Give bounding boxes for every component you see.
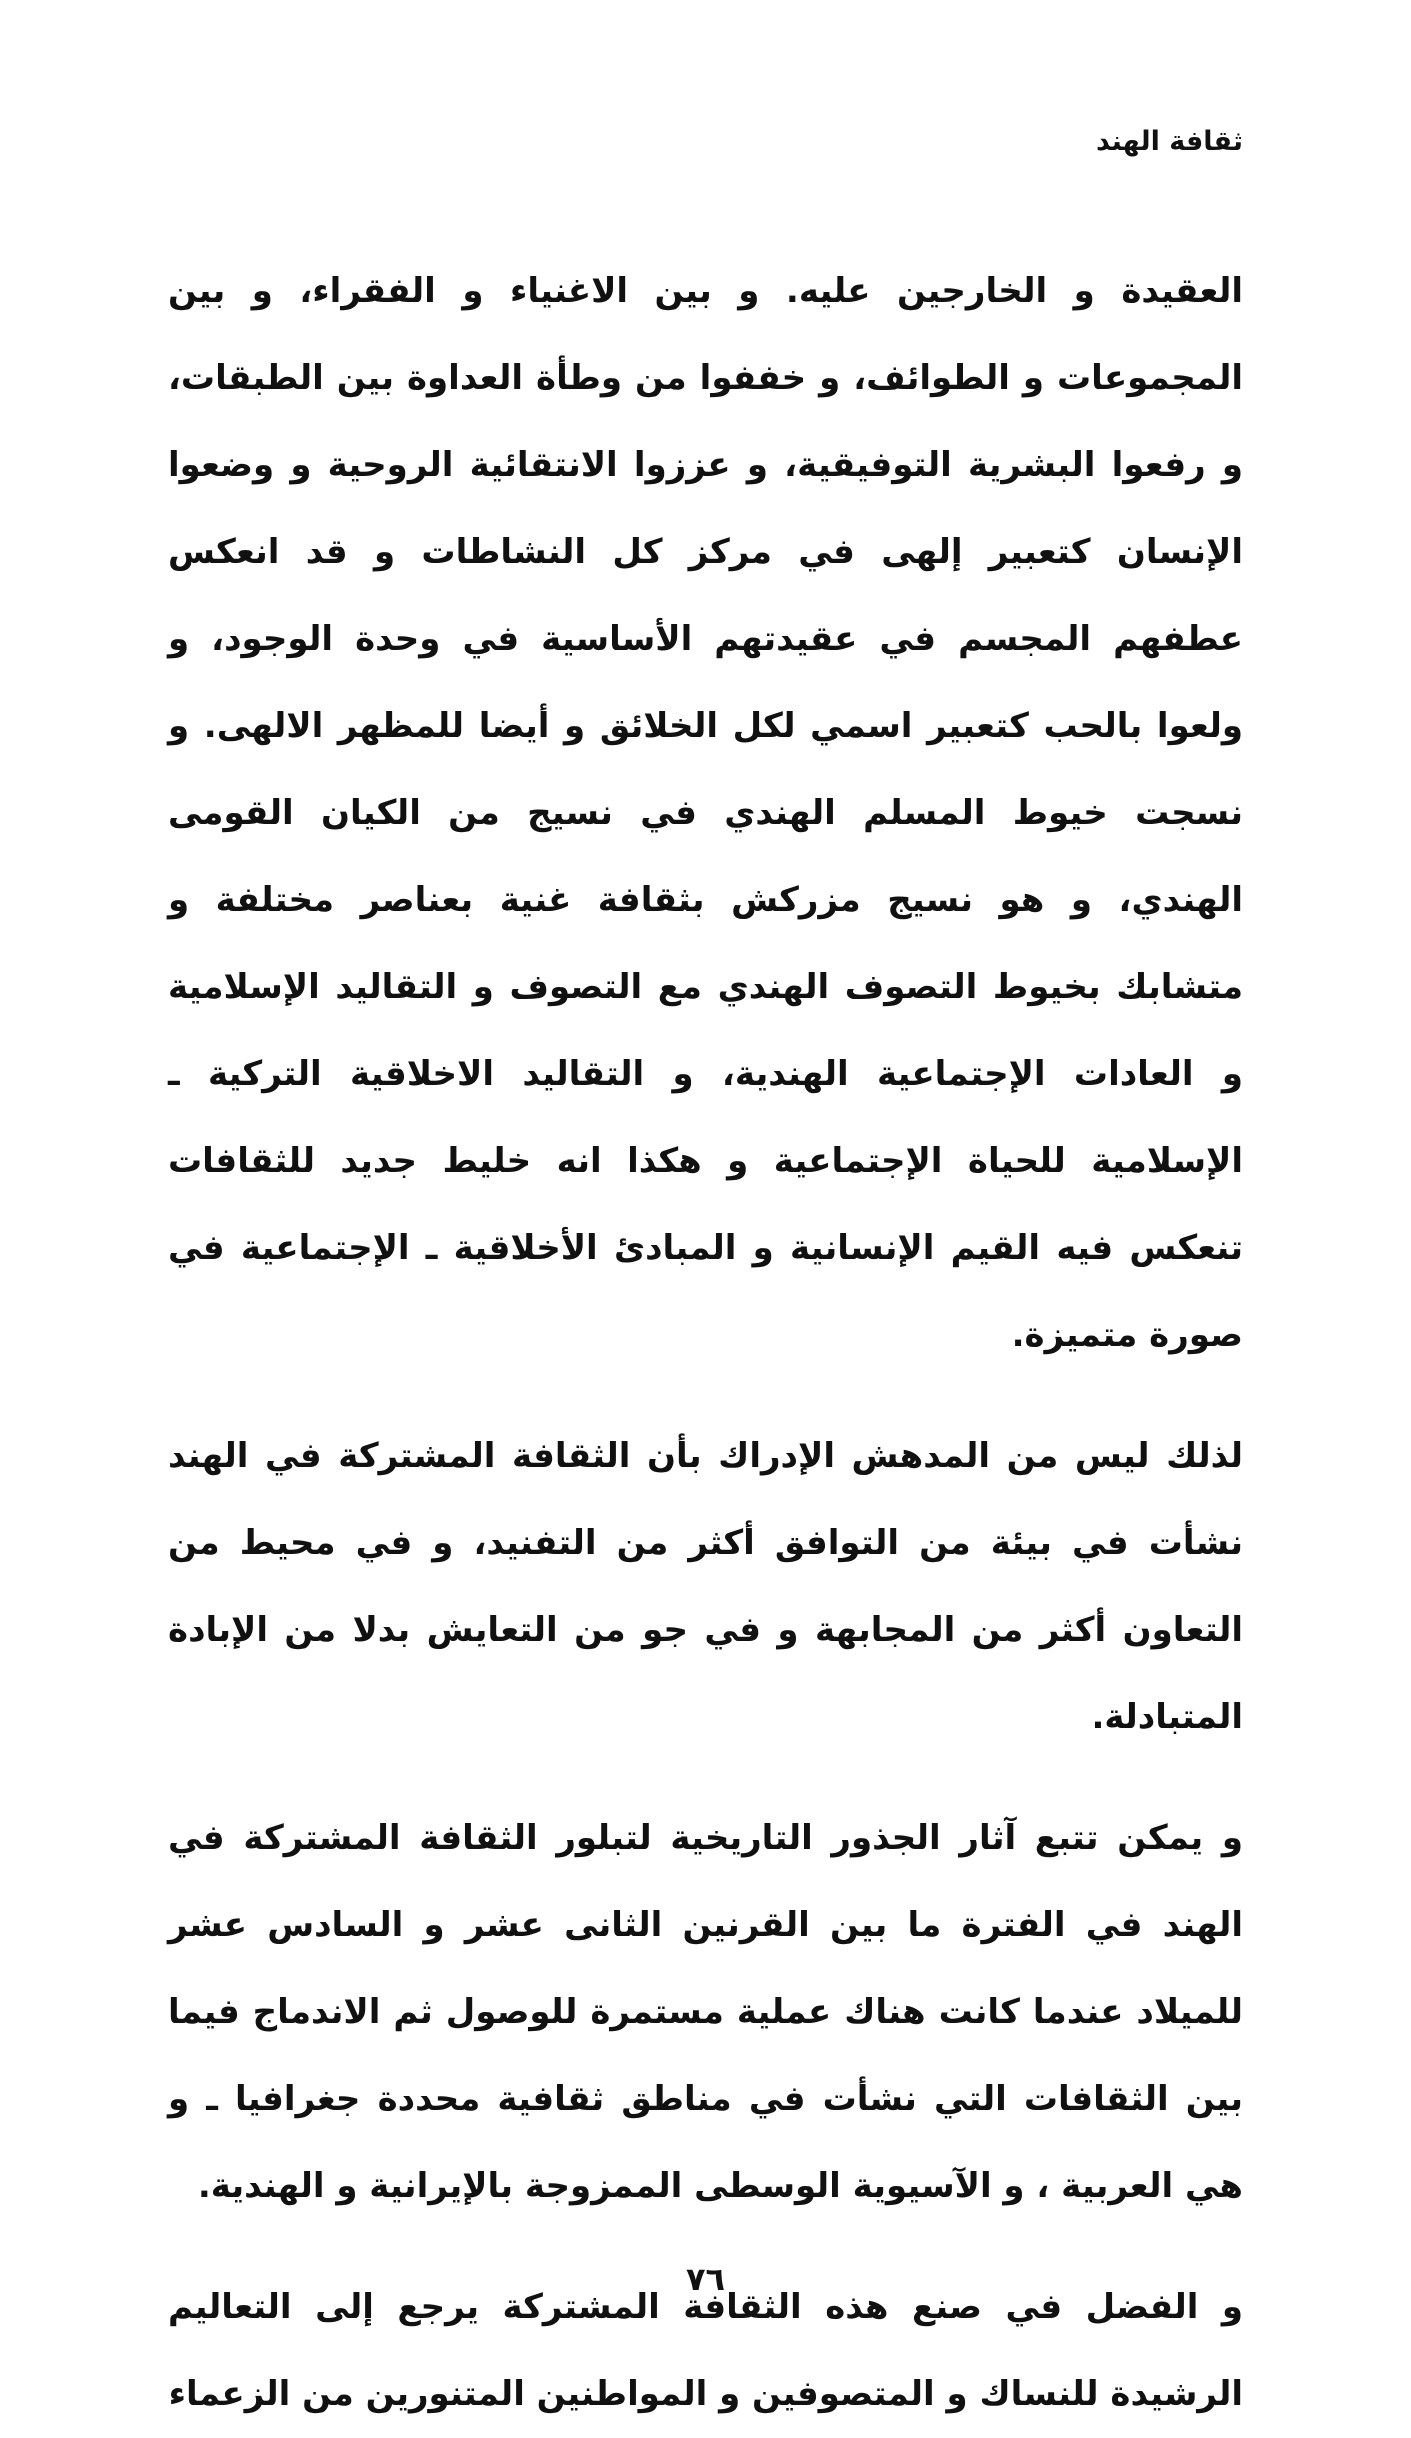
body-text bbox=[168, 248, 1243, 2438]
paragraph: العقيدة و الخارجين عليه. و بين الاغنياء و الفقراء، و بين المجموعات و الطوائف، و خففوا من وطأة العداوة بين الطبقات، و رفعوا البشرية التوفيقية، و عززوا الانتقائية الروحية و وضعوا الإنسان كتعبير إلهى في مركز كل النشاطات و قد انعكس عطفهم المجسم في عقيدتهم الأساسية في وحدة الوجود، و ولعوا بالحب كتعبير اسمي لكل الخلائق و أيضا للمظهر الالهى. و نسجت خيوط المسلم الهندي في نسيج من الكيان القومى الهندي، و هو نسيج مزركش بثقافة غنية بعناصر مختلفة و متشابك بخيوط التصوف الهندي مع التصوف و التقاليد الإسلامية و العادات الإجتماعية الهندية، و التقاليد الاخلاقية التركية ـ الإسلامية للحياة الإجتماعية و هكذا انه خليط جديد للثقافات تنعكس فيه القيم الإنسانية و المبادئ الأخلاقية ـ الإجتماعية في صورة متميزة. bbox=[168, 271, 1243, 1355]
paragraph: لذلك ليس من المدهش الإدراك بأن الثقافة المشتركة في الهند نشأت في بيئة من التوافق أكثر من التفنيد، و في محيط من التعاون أكثر من المجابهة و في جو من التعايش بدلا من الإبادة المتبادلة. bbox=[168, 1436, 1243, 1737]
running-header: ثقافة الهند bbox=[1096, 126, 1243, 157]
page-number: ٧٦ bbox=[685, 2260, 726, 2298]
paragraph: و يمكن تتبع آثار الجذور التاريخية لتبلور الثقافة المشتركة في الهند في الفترة ما بين القرنين الثانى عشر و السادس عشر للميلاد عندما كانت هناك عملية مستمرة للوصول ثم الاندماج فيما بين الثقافات التي نشأت في مناطق ثقافية محددة جغرافيا ـ و هي العربية ، و الآسيوية الوسطى الممزوجة بالإيرانية و الهندية. bbox=[168, 1818, 1243, 2206]
paragraph: و الفضل في صنع هذه الثقافة المشتركة يرجع إلى التعاليم الرشيدة للنساك و المتصوفين و المواطنين المتنورين من الزعماء bbox=[168, 2287, 1243, 2414]
